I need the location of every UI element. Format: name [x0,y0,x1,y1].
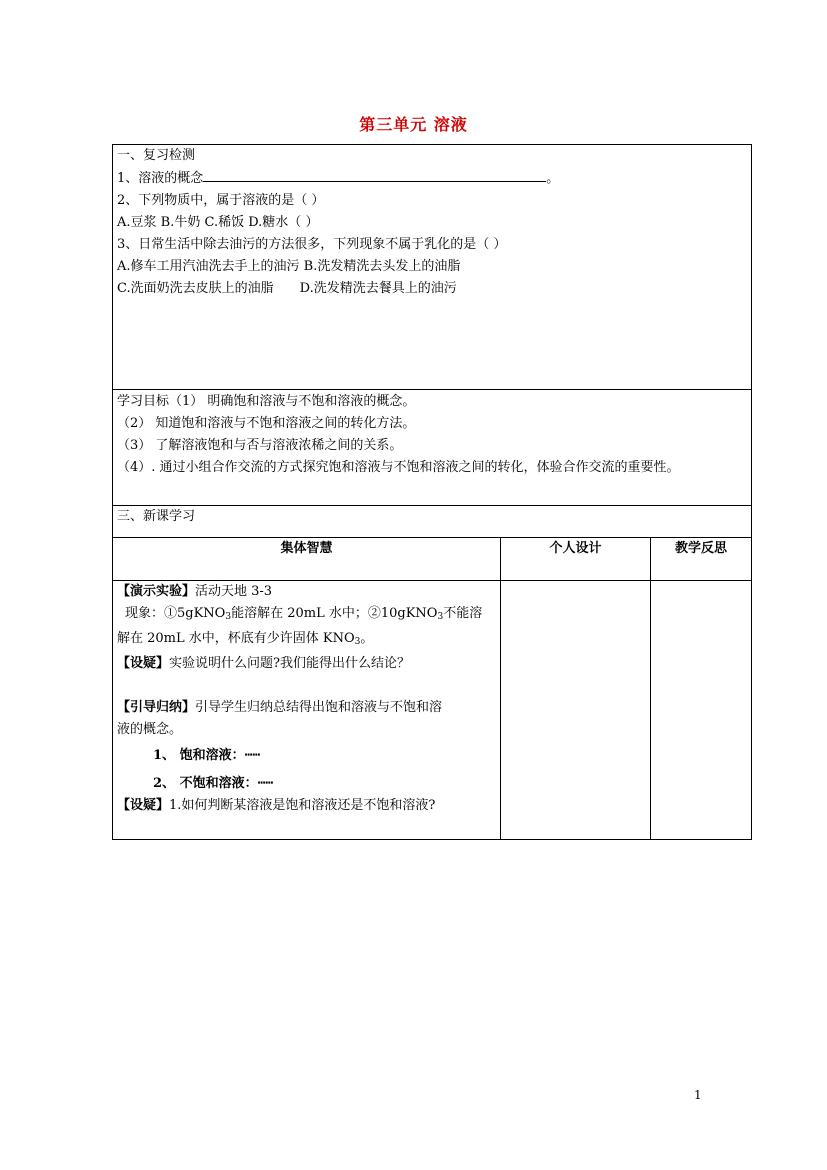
question-3-options-ab [117,256,747,278]
review-heading: 一、复习检测 [117,148,196,163]
option-d: D.洗发精洗去餐具上的油污 [299,281,457,296]
item-2-text: 不饱和溶液：┅┅ [179,776,274,791]
question-3: 3、日常生活中除去油污的方法很多，下列现象不属于乳化的是（ ） [117,237,507,252]
guide-text-1: 引导学生归纳总结得出饱和溶液与不饱和溶 [195,700,443,715]
demo-text: 活动天地 3-3 [195,584,273,599]
question-2-options: A.豆浆 B.牛奶 C.稀饭 D.糖水（ ） [117,215,319,230]
question-line [117,653,496,675]
subscript: 3 [225,612,232,622]
goal-3: （3） 了解溶液饱和与否与溶液浓稀之间的关系。 [117,438,403,453]
answer-blank [203,167,546,182]
goal-4: （4）. 通过小组合作交流的方式探究饱和溶液与不饱和溶液之间的转化，体验合作交流的重要性。 [117,460,680,475]
item-1-text: 饱和溶液：┅┅ [179,748,261,763]
phenomenon-line-1 [117,603,496,628]
phenomenon-part-e: 。 [360,631,374,646]
item-1 [117,745,496,767]
item-1-number: 1、 [153,748,176,763]
question-tag: 【设疑】 [117,656,170,671]
goal-1: 学习目标（1） 明确饱和溶液与不饱和溶液的概念。 [117,394,416,409]
page-title: 第三单元 溶液 [359,115,468,134]
phenomenon-part-c: 不能溶 [443,606,483,621]
item-2-number: 2、 [153,776,176,791]
review-section [113,145,752,390]
spacer [117,675,496,697]
column-header-personal: 个人设计 [501,538,651,581]
column-header-row [113,538,752,581]
page-number: 1 [694,1088,702,1102]
subscript: 3 [437,612,444,622]
question-3-options-cd [117,278,747,300]
column-header-reflection: 教学反思 [651,538,752,581]
phenomenon-line-2 [117,628,496,653]
column-header-collective: 集体智慧 [113,538,501,581]
personal-design-cell [501,581,651,840]
question-2-line [117,795,496,817]
option-b: B.洗发精洗去头发上的油脂 [303,259,461,274]
collective-cell [113,581,501,840]
subscript: 3 [354,637,361,647]
phenomenon-part-a: 现象：①5gKNO [125,606,226,621]
guide-tag: 【引导归纳】 [117,700,196,715]
option-a: A.修车工用汽油洗去手上的油污 [117,259,300,274]
new-lesson-heading: 三、新课学习 [117,509,196,524]
guide-line-2: 液的概念。 [117,722,183,737]
new-lesson-section [113,506,752,538]
phenomenon-part-d: 解在 20mL 水中，杯底有少许固体 KNO [117,631,355,646]
worksheet-table [112,144,752,840]
question-2-text: 1.如何判断某溶液是饱和溶液还是不饱和溶液? [169,798,436,813]
goals-section [113,390,752,506]
question-1-end: 。 [546,171,560,186]
option-c: C.洗面奶洗去皮肤上的油脂 [117,281,274,296]
demo-tag: 【演示实验】 [117,584,196,599]
item-2 [117,773,496,795]
goal-2: （2） 知道饱和溶液与不饱和溶液之间的转化方法。 [117,416,416,431]
question-1 [117,167,747,190]
content-row [113,581,752,840]
question-2: 2、下列物质中，属于溶液的是（ ） [117,193,325,208]
guide-line-1 [117,697,496,719]
demo-line [117,581,496,603]
phenomenon-part-b: 能溶解在 20mL 水中；②10gKNO [231,606,438,621]
question-2-tag: 【设疑】 [117,798,170,813]
question-1-text: 1、溶液的概念 [117,171,204,186]
teaching-reflection-cell [651,581,752,840]
question-text: 实验说明什么问题?我们能得出什么结论？ [169,656,410,671]
